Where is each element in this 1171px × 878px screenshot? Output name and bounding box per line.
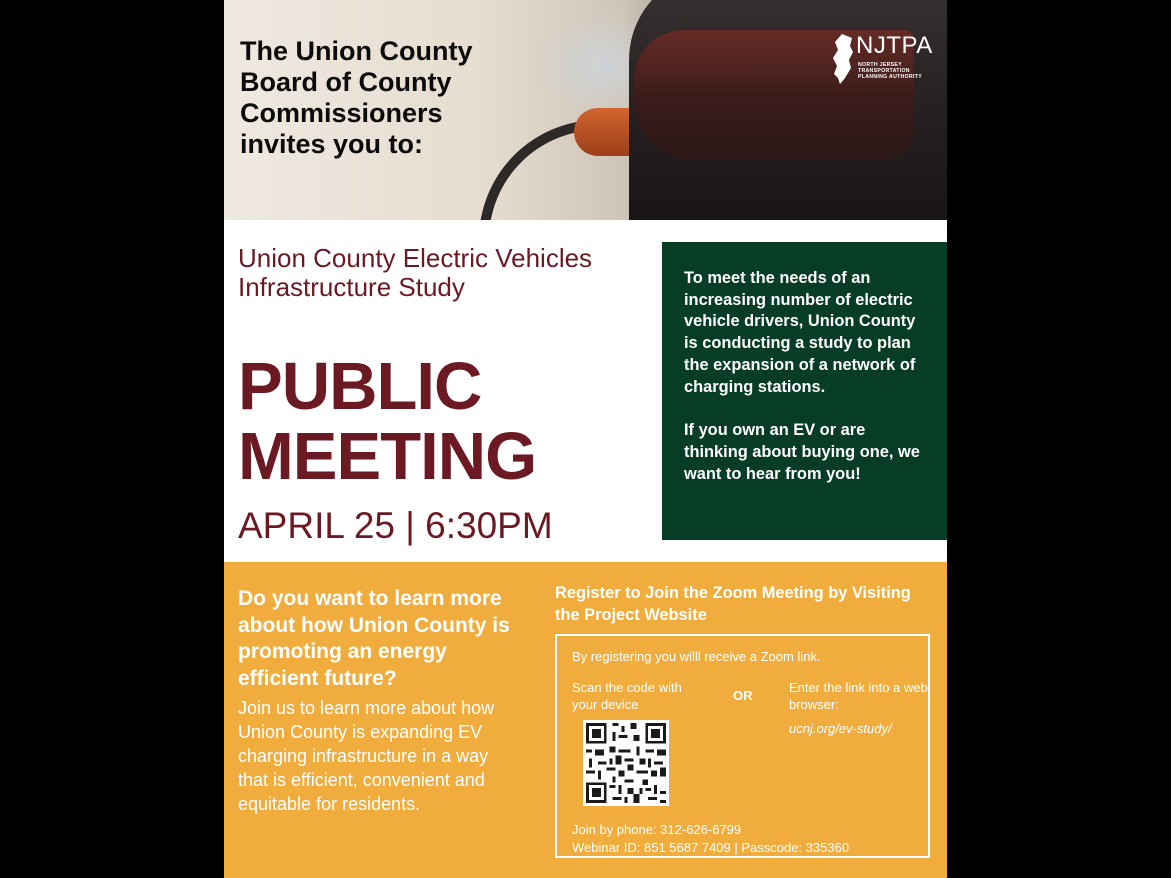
- question-heading: Do you want to learn more about how Union County is promoting an energy efficient future?: [238, 587, 510, 690]
- info-paragraph-1: To meet the needs of an increasing number of electric vehicle drivers, Union County is conducting a study to plan the expansion of a network of charging stations.: [684, 269, 916, 396]
- meeting-title: PUBLIC MEETING: [238, 349, 537, 494]
- phone-info: Join by phone: 312-626-6799: [572, 822, 742, 837]
- study-title: Union County Electric Vehicles Infrastructure Study: [238, 243, 593, 302]
- or-label: OR: [733, 688, 753, 703]
- logo-subtitle: NORTH JERSEY TRANSPORTATION PLANNING AUTHORITY: [858, 62, 922, 80]
- enter-link-text: Enter the link into a web browser:: [789, 680, 928, 712]
- webinar-info: Webinar ID: 851 5687 7409 | Passcode: 335360: [572, 840, 850, 855]
- logo-name: NJTPA: [856, 32, 933, 59]
- flyer: [224, 0, 947, 878]
- bottom-section: [224, 562, 947, 878]
- project-url-link[interactable]: ucnj.org/ev-study/: [789, 721, 892, 736]
- join-text: Join us to learn more about how Union County is expanding EV charging infrastructure in a way that is efficient, convenient and equitable for residents.: [238, 698, 495, 814]
- njtpa-logo: [832, 32, 942, 88]
- register-heading: Register to Join the Zoom Meeting by Visiting the Project Website: [555, 584, 911, 624]
- hero-banner: [224, 0, 947, 220]
- hero-title: The Union County Board of County Commissioners invites you to:: [240, 36, 473, 159]
- info-paragraph-2: If you own an EV or are thinking about buying one, we want to hear from you!: [684, 421, 920, 483]
- qr-code[interactable]: [583, 720, 669, 806]
- scan-text: Scan the code with your device: [572, 680, 682, 712]
- registration-box: [555, 634, 930, 858]
- info-box: [662, 242, 947, 540]
- registration-intro: By registering you willl receive a Zoom link.: [572, 649, 821, 664]
- new-jersey-map-icon: [832, 34, 854, 84]
- meeting-datetime: APRIL 25 | 6:30PM: [238, 505, 553, 546]
- qr-code-icon: [583, 720, 669, 806]
